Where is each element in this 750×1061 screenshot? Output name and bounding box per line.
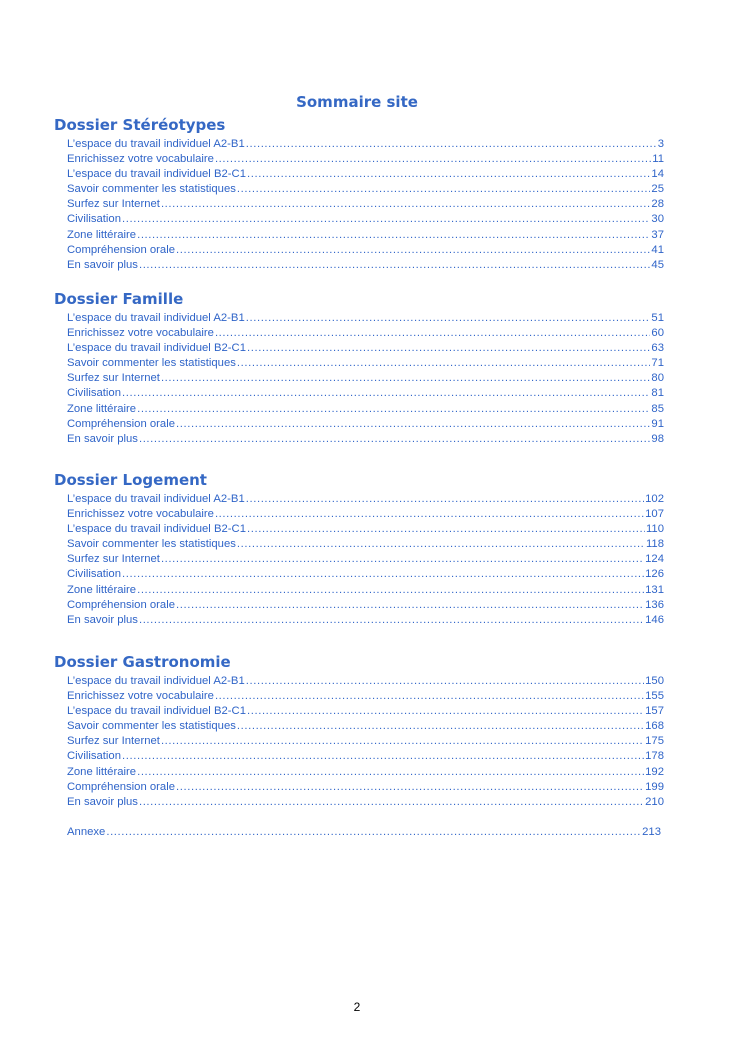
dot-leader: [139, 432, 650, 447]
toc-entry-page: 126: [645, 568, 664, 581]
toc-annexe: [67, 825, 661, 840]
toc-entry-page: 146: [645, 613, 664, 626]
section-title: Dossier Famille: [54, 290, 184, 308]
toc-entry-label: Zone littéraire: [67, 402, 137, 415]
toc-entry-page: 192: [645, 765, 664, 778]
toc-entry-label: Savoir commenter les statistiques: [67, 720, 236, 733]
toc-entry-page: 51: [651, 312, 664, 324]
toc-entry[interactable]: [67, 167, 664, 182]
dot-leader: [215, 689, 644, 704]
dot-leader: [237, 356, 651, 371]
toc-entry-page: 3: [657, 138, 664, 150]
dot-leader: [161, 734, 644, 749]
toc-entry-label: Enrichissez votre vocabulaire: [67, 153, 214, 166]
toc-entry-page: 213: [642, 826, 661, 838]
toc-entry-label: L’espace du travail individuel B2-C1: [67, 705, 246, 718]
dot-leader: [246, 137, 657, 152]
toc-entry-label: Savoir commenter les statistiques: [67, 183, 236, 196]
section-gastronomie: [54, 653, 664, 810]
toc-entry-label: Savoir commenter les statistiques: [67, 357, 236, 370]
toc-entry-label: Zone littéraire: [67, 583, 137, 596]
toc-entry[interactable]: [67, 507, 664, 522]
toc-list: [67, 674, 664, 810]
toc-entry-annexe[interactable]: [67, 825, 661, 840]
toc-entry-label: Surfez sur Internet: [67, 198, 160, 211]
dot-leader: [161, 552, 644, 567]
section-logement: [54, 471, 664, 628]
toc-entry-label: L’espace du travail individuel B2-C1: [67, 168, 246, 181]
toc-entry[interactable]: [67, 356, 664, 371]
toc-entry-page: 155: [645, 690, 664, 703]
toc-entry-page: 41: [651, 243, 664, 256]
toc-entry[interactable]: [67, 212, 664, 227]
toc-entry-page: 131: [645, 583, 664, 596]
toc-entry[interactable]: [67, 311, 664, 326]
toc-entry-label: Surfez sur Internet: [67, 735, 160, 748]
toc-list: [67, 311, 664, 447]
toc-entry-page: 30: [651, 213, 664, 226]
dot-leader: [161, 371, 650, 386]
toc-entry-label: Annexe: [67, 826, 106, 838]
toc-entry-page: 168: [645, 720, 664, 733]
toc-entry-page: 102: [645, 493, 664, 505]
dot-leader: [246, 674, 644, 689]
toc-entry-page: 157: [645, 705, 664, 718]
dot-leader: [122, 567, 644, 582]
dot-leader: [247, 341, 650, 356]
toc-entry-page: 81: [651, 387, 664, 400]
dot-leader: [176, 243, 650, 258]
toc-entry-page: 80: [651, 372, 664, 385]
toc-entry[interactable]: [67, 674, 664, 689]
toc-entry-label: Compréhension orale: [67, 243, 176, 256]
toc-entry[interactable]: [67, 402, 664, 417]
toc-entry-page: 28: [651, 198, 664, 211]
section-stereotypes: [54, 116, 664, 273]
toc-entry[interactable]: [67, 795, 664, 810]
toc-entry-label: L’espace du travail individuel A2-B1: [67, 138, 245, 150]
toc-entry-label: Civilisation: [67, 750, 121, 763]
toc-entry[interactable]: [67, 765, 664, 780]
toc-entry-label: Zone littéraire: [67, 228, 137, 241]
toc-entry[interactable]: [67, 182, 664, 197]
toc-entry-label: Zone littéraire: [67, 765, 137, 778]
toc-entry-page: 110: [645, 523, 664, 536]
toc-entry-label: Enrichissez votre vocabulaire: [67, 690, 214, 703]
toc-entry-page: 71: [651, 357, 664, 370]
toc-entry-page: 210: [645, 795, 664, 808]
toc-entry[interactable]: [67, 432, 664, 447]
toc-entry-label: Savoir commenter les statistiques: [67, 538, 236, 551]
dot-leader: [137, 228, 650, 243]
toc-entry[interactable]: [67, 780, 664, 795]
toc-entry-label: Compréhension orale: [67, 780, 176, 793]
dot-leader: [237, 537, 645, 552]
dot-leader: [176, 780, 644, 795]
toc-entry[interactable]: [67, 258, 664, 273]
toc-entry[interactable]: [67, 341, 664, 356]
toc-entry-page: 45: [651, 258, 664, 271]
dot-leader: [247, 522, 645, 537]
toc-entry[interactable]: [67, 749, 664, 764]
toc-entry[interactable]: [67, 689, 664, 704]
dot-leader: [161, 197, 650, 212]
toc-entry[interactable]: [67, 386, 664, 401]
toc-entry-page: 85: [651, 402, 664, 415]
toc-entry[interactable]: [67, 371, 664, 386]
dot-leader: [237, 182, 651, 197]
section-title: Dossier Logement: [54, 471, 207, 489]
dot-leader: [247, 704, 644, 719]
toc-entry-label: L’espace du travail individuel B2-C1: [67, 523, 246, 536]
toc-entry[interactable]: [67, 197, 664, 212]
toc-entry-page: 63: [651, 342, 664, 355]
toc-entry-page: 11: [652, 153, 664, 166]
toc-entry-page: 136: [645, 598, 664, 611]
dot-leader: [139, 613, 644, 628]
toc-entry[interactable]: [67, 613, 664, 628]
toc-entry-label: Civilisation: [67, 568, 121, 581]
toc-entry[interactable]: [67, 522, 664, 537]
dot-leader: [176, 417, 650, 432]
toc-entry-page: 178: [645, 750, 664, 763]
dot-leader: [122, 386, 650, 401]
toc-entry-label: Enrichissez votre vocabulaire: [67, 327, 214, 340]
toc-entry[interactable]: [67, 552, 664, 567]
toc-entry[interactable]: [67, 734, 664, 749]
dot-leader: [215, 326, 650, 341]
toc-entry-label: Enrichissez votre vocabulaire: [67, 508, 214, 521]
dot-leader: [215, 152, 651, 167]
dot-leader: [237, 719, 644, 734]
toc-entry-page: 107: [645, 508, 664, 521]
dot-leader: [137, 402, 650, 417]
toc-entry[interactable]: [67, 137, 664, 152]
toc-entry-label: En savoir plus: [67, 613, 138, 626]
dot-leader: [137, 765, 644, 780]
toc-entry-page: 98: [651, 432, 664, 445]
toc-entry-label: L’espace du travail individuel B2-C1: [67, 342, 246, 355]
page-number: 2: [353, 1000, 361, 1014]
toc-entry-page: 199: [645, 780, 664, 793]
dot-leader: [176, 598, 644, 613]
toc-entry-label: Civilisation: [67, 213, 121, 226]
dot-leader: [122, 749, 644, 764]
toc-list: [67, 492, 664, 628]
toc-entry[interactable]: [67, 598, 664, 613]
toc-entry-page: 14: [651, 168, 664, 181]
toc-entry[interactable]: [67, 243, 664, 258]
toc-entry-label: En savoir plus: [67, 795, 138, 808]
dot-leader: [246, 311, 651, 326]
toc-entry-label: L’espace du travail individuel A2-B1: [67, 312, 245, 324]
dot-leader: [139, 258, 650, 273]
toc-entry[interactable]: [67, 417, 664, 432]
toc-entry-label: Compréhension orale: [67, 417, 176, 430]
toc-entry[interactable]: [67, 583, 664, 598]
toc-entry-label: Surfez sur Internet: [67, 372, 160, 385]
section-title: Dossier Stéréotypes: [54, 116, 226, 134]
dot-leader: [139, 795, 644, 810]
toc-entry-page: 91: [651, 417, 664, 430]
toc-entry-page: 60: [651, 327, 664, 340]
toc-entry-label: Compréhension orale: [67, 598, 176, 611]
toc-entry-label: En savoir plus: [67, 432, 138, 445]
toc-entry-page: 37: [651, 228, 664, 241]
toc-entry-label: En savoir plus: [67, 258, 138, 271]
toc-list: [67, 137, 664, 273]
dot-leader: [106, 825, 641, 840]
toc-entry-label: L’espace du travail individuel A2-B1: [67, 675, 245, 687]
toc-entry-page: 25: [651, 183, 664, 196]
toc-entry-page: 150: [645, 675, 664, 687]
dot-leader: [215, 507, 644, 522]
toc-entry[interactable]: [67, 228, 664, 243]
toc-entry[interactable]: [67, 152, 664, 167]
dot-leader: [137, 583, 644, 598]
page-title: Sommaire site: [296, 93, 418, 111]
toc-entry-page: 175: [645, 735, 664, 748]
toc-entry[interactable]: [67, 492, 664, 507]
toc-entry[interactable]: [67, 537, 664, 552]
toc-entry[interactable]: [67, 326, 664, 341]
toc-entry-label: Civilisation: [67, 387, 121, 400]
toc-entry[interactable]: [67, 567, 664, 582]
toc-entry[interactable]: [67, 719, 664, 734]
toc-entry-page: 124: [645, 553, 664, 566]
toc-entry-page: 118: [645, 538, 664, 551]
toc-entry[interactable]: [67, 704, 664, 719]
toc-entry-label: Surfez sur Internet: [67, 553, 160, 566]
dot-leader: [122, 212, 650, 227]
section-title: Dossier Gastronomie: [54, 653, 231, 671]
section-famille: [54, 290, 664, 447]
toc-entry-label: L’espace du travail individuel A2-B1: [67, 493, 245, 505]
dot-leader: [247, 167, 650, 182]
dot-leader: [246, 492, 644, 507]
